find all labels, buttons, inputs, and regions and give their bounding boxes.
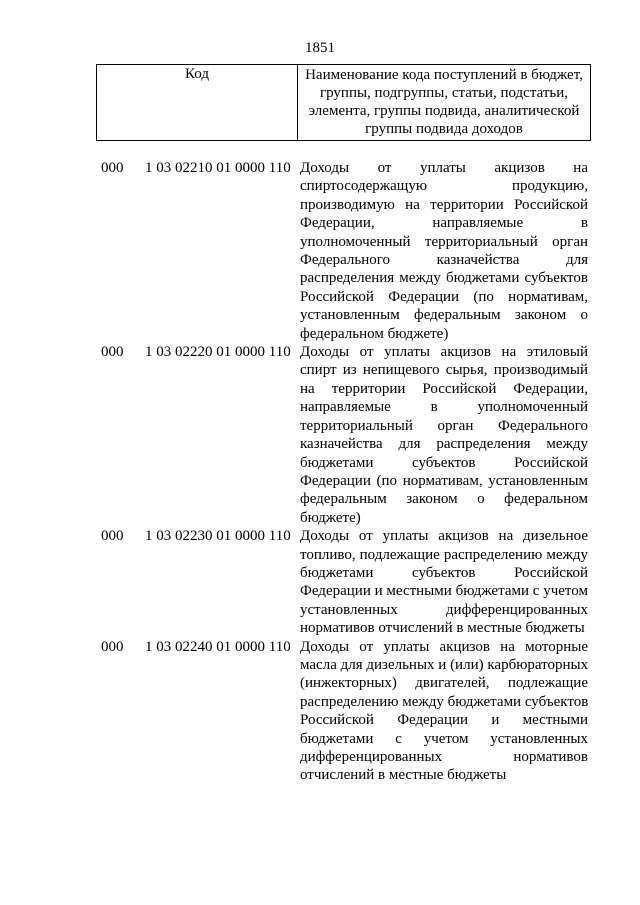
description-line: на территории Российской Федерации,: [300, 380, 588, 397]
page-number: 1851: [305, 40, 335, 56]
description-line: федеральным законом о федеральном: [300, 491, 588, 508]
admin-code: 000: [101, 160, 124, 176]
description-line: масла для дизельных и (или) карбюраторных: [300, 656, 589, 673]
description-line: Российской Федерации и местными: [300, 712, 588, 729]
description-line: бюджетами субъектов Российской: [300, 454, 588, 471]
revenue-code: 1 03 02210 01 0000 110: [145, 160, 291, 176]
header-code-column: Код: [97, 65, 298, 140]
description-line: Федерального казначейства для: [300, 252, 588, 269]
admin-code: 000: [101, 528, 124, 545]
header-name-column: [298, 65, 590, 140]
description-line: нормативов отчислений в местные бюджеты: [300, 620, 585, 637]
revenue-description: [300, 343, 588, 527]
description-line: Федерации, направляемые в: [300, 215, 588, 232]
description-line: Доходы от уплаты акцизов на: [300, 160, 588, 176]
revenue-code: 1 03 02230 01 0000 110: [145, 528, 291, 545]
description-line: бюджете): [300, 509, 361, 526]
description-line: дифференцированных нормативов: [300, 749, 588, 765]
description-line: установленных дифференцированных: [300, 601, 588, 618]
revenue-description: [300, 527, 588, 637]
table-header: [96, 64, 591, 141]
description-line: установленным федеральным законом о: [300, 307, 588, 324]
table-row: [0, 159, 640, 343]
admin-code: 000: [101, 344, 124, 361]
description-line: территориальный орган Федерального: [300, 417, 588, 434]
description-line: (инжекторных) двигателей, подлежащие: [300, 675, 588, 692]
header-name-line: группы подвида доходов: [365, 121, 523, 137]
description-line: Федерации и местными бюджетами с учетом: [300, 583, 588, 600]
description-line: Доходы от уплаты акцизов на моторные: [300, 638, 588, 655]
description-line: направляемые в уполномоченный: [300, 399, 588, 416]
table-row: [0, 343, 640, 527]
table-row: [0, 527, 640, 637]
table-row: [0, 638, 640, 785]
description-line: Доходы от уплаты акцизов на этиловый: [300, 344, 588, 361]
description-line: Федерации (по нормативам, установленным: [300, 472, 588, 489]
description-line: распределению между бюджетами субъектов: [300, 693, 589, 710]
revenue-code: 1 03 02220 01 0000 110: [145, 344, 291, 361]
description-line: Доходы от уплаты акцизов на дизельное: [300, 528, 588, 545]
revenue-code-list: [0, 159, 640, 785]
admin-code: 000: [101, 638, 124, 655]
description-line: бюджетами субъектов Российской: [300, 564, 588, 581]
description-line: спирт из непищевого сырья, производимый: [300, 362, 588, 379]
description-line: производимую на территории Российской: [300, 196, 588, 213]
header-name-line: элемента, группы подвида, аналитической: [308, 103, 580, 119]
description-line: бюджетами с учетом установленных: [300, 730, 588, 747]
description-line: распределения между бюджетами субъектов: [300, 270, 588, 287]
header-name-line: Наименование кода поступлений в бюджет,: [305, 67, 583, 83]
header-name-line: группы, подгруппы, статьи, подстатьи,: [319, 85, 569, 101]
revenue-description: [300, 159, 588, 343]
description-line: федеральном бюджете): [300, 325, 449, 342]
revenue-description: [300, 638, 588, 785]
revenue-code: 1 03 02240 01 0000 110: [145, 638, 291, 655]
description-line: топливо, подлежащие распределению между: [300, 546, 588, 563]
description-line: казначейства для распределения между: [300, 436, 588, 453]
description-line: Российской Федерации (по нормативам,: [300, 288, 588, 305]
description-line: уполномоченный территориальный орган: [300, 233, 588, 250]
description-line: отчислений в местные бюджеты: [300, 767, 507, 784]
description-line: спиртосодержащую продукцию,: [300, 178, 588, 195]
